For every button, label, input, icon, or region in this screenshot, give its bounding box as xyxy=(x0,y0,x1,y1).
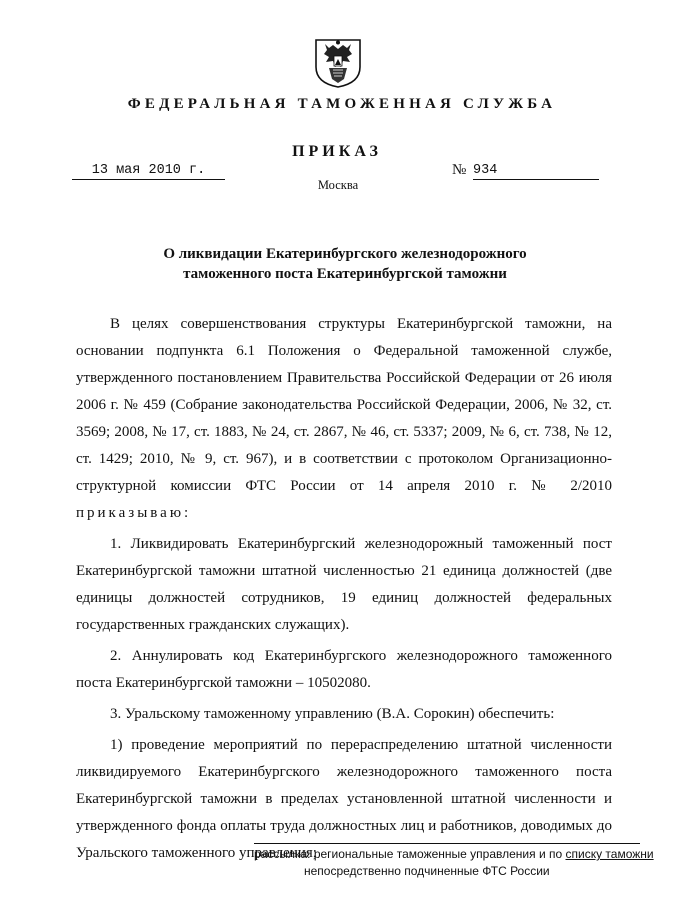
agency-name: ФЕДЕРАЛЬНАЯ ТАМОЖЕННАЯ СЛУЖБА xyxy=(127,96,557,112)
order-heading xyxy=(0,244,690,284)
document-type: ПРИКАЗ xyxy=(292,143,382,160)
order-body xyxy=(76,311,612,871)
distribution-prefix: рассылка: региональные таможенные управления и по xyxy=(254,847,563,861)
order-date: 13 мая 2010 г. xyxy=(72,162,225,180)
item-2: 2. Аннулировать код Екатеринбургского железнодорожного таможенного поста Екатеринбургской таможни – 10502080. xyxy=(76,648,612,691)
item-1: 1. Ликвидировать Екатеринбургский железнодорожный таможенный пост Екатеринбургской таможни штатной численностью 21 единица должностей (две единицы должностей сотрудников, 19 единиц должностей федеральных государственных гражданских служащих). xyxy=(76,536,612,633)
heading-line-1: О ликвидации Екатеринбургского железнодорожного xyxy=(163,246,527,262)
distribution-list xyxy=(254,846,654,880)
item-3-subitem-1: 1) проведение мероприятий по перераспределению штатной численности ликвидируемого Екатеринбургского железнодорожного таможенного поста Екатеринбургской таможни в пределах установленной штатной численности и утвержденного фонда оплаты труда должностных лиц и работников, доводимых до Уральского таможенного управления; xyxy=(76,737,612,861)
preamble-text: В целях совершенствования структуры Екатеринбургской таможни, на основании подпункта 6.1 Положения о Федеральной таможенной службе, утвержденного постановлением Правительства Российской Федерации от 26 июля 2006 г. № 459 (Собрание законодательства Российской Федерации, 2006, № 32, ст. 3569; 2008, № 17, ст. 1883, № 24, ст. 2867, № 46, ст. 5337; 2009, № 6, ст. 738, № 12, ст. 1429; 2010, № 9, ст. 967), и в соответствии с протоколом Организационно-структурной комиссии ФТС России от 14 апреля 2010 г. № 2/2010 xyxy=(76,316,612,494)
item-3: 3. Уральскому таможенному управлению (В.А. Сорокин) обеспечить: xyxy=(110,706,555,722)
order-city: Москва xyxy=(317,178,359,192)
order-word: приказываю: xyxy=(76,505,192,521)
order-number-label: № xyxy=(452,162,467,178)
heading-line-2: таможенного поста Екатеринбургской таможни xyxy=(183,266,507,282)
distribution-list-link: списку таможни xyxy=(565,847,654,861)
distribution-line-2: непосредственно подчиненные ФТС России xyxy=(304,864,550,878)
order-number: 934 xyxy=(473,162,599,180)
preamble-paragraph xyxy=(76,311,612,527)
coat-of-arms-icon xyxy=(313,37,363,89)
distribution-rule xyxy=(254,843,640,844)
